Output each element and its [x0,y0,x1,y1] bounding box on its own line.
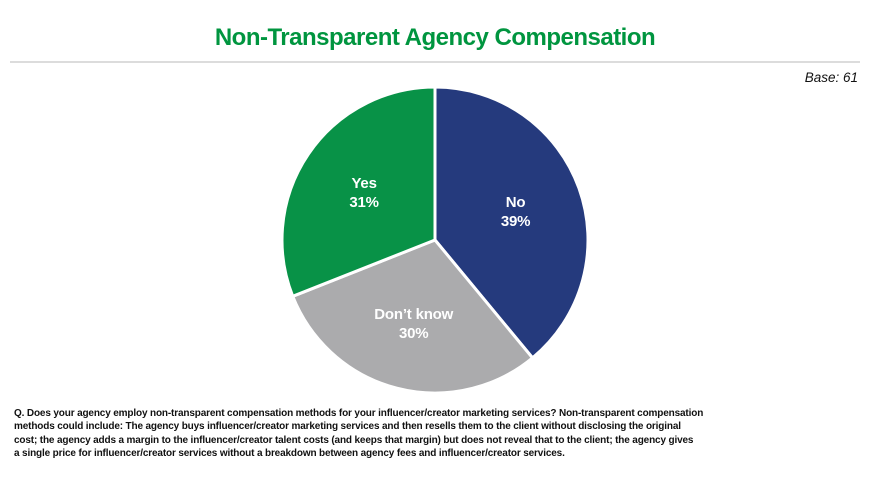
pie-chart [275,80,595,400]
base-note: Base: 61 [804,70,858,85]
pie-label-don-t-know: Don’t know 30% [374,306,454,342]
question-text [14,407,860,461]
page-title: Non-Transparent Agency Compensation [214,24,656,51]
question-line: cost; the agency adds a margin to the influencer/creator talent costs (and keeps that margin) but does not reveal that to the client; the agency gives [14,434,694,446]
title-divider [10,61,860,63]
question-line: Q. Does your agency employ non-transparent compensation methods for your influencer/creator marketing services? Non-transparent compensation [14,408,704,419]
pie-label-yes: Yes 31% [349,174,379,211]
pie-label-no: No 39% [500,194,531,230]
question-line: a single price for influencer/creator services without a breakdown between agency fees and influencer/creator services. [14,448,565,460]
question-line: methods could include: The agency buys influencer/creator marketing services and then resells them to the client without disclosing the original [14,421,681,433]
